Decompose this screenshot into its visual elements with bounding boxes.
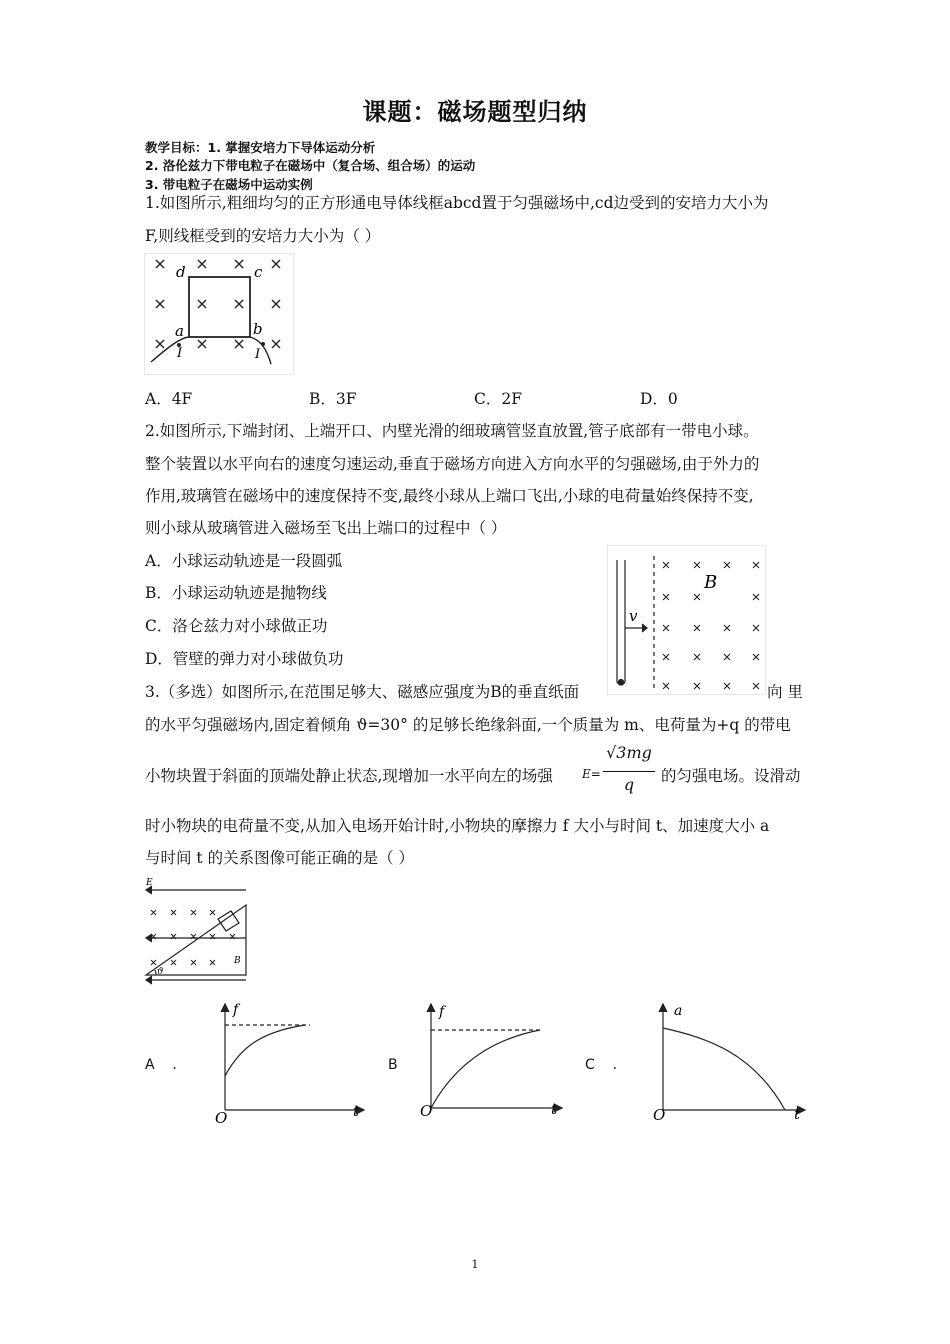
graph-a-x-label: t: [353, 1102, 360, 1120]
q3-option-c-letter[interactable]: C .: [585, 1057, 618, 1073]
label-v: v: [629, 607, 638, 625]
q2-line-3: 作用,玻璃管在磁场中的速度保持不变,最终小球从上端口飞出,小球的电荷量始终保持不变,: [145, 487, 754, 505]
q2-option-a[interactable]: A．小球运动轨迹是一段圆弧: [145, 552, 343, 570]
q2-option-d[interactable]: D．管壁的弹力对小球做负功: [145, 650, 344, 668]
q3-line-3b: 的匀强电场。设滑动: [661, 767, 801, 785]
q3-field-e: E=: [582, 767, 601, 781]
q3-line-3a: 小物块置于斜面的顶端处静止状态,现增加一水平向左的场强: [145, 767, 553, 785]
q3-graph-c[interactable]: [643, 998, 813, 1130]
page-number: 1: [471, 1258, 479, 1271]
q1-option-b[interactable]: B．3F: [309, 390, 357, 408]
q2-option-b[interactable]: B．小球运动轨迹是抛物线: [145, 584, 327, 602]
label-a: a: [175, 322, 184, 340]
label-B-field: B: [234, 956, 241, 966]
q3-graph-b[interactable]: [408, 998, 568, 1130]
q1-figure: [144, 253, 294, 375]
q3-incline-figure: [144, 875, 248, 987]
graph-b-y-label: f: [439, 1004, 445, 1020]
label-B: B: [704, 572, 718, 593]
q1-option-a[interactable]: A．4F: [145, 390, 193, 408]
q2-line-1: 2.如图所示,下端封闭、上端开口、内壁光滑的细玻璃管竖直放置,管子底部有一带电小球。: [145, 422, 759, 440]
label-c: c: [254, 263, 263, 281]
label-d: d: [176, 263, 186, 281]
q1-option-c[interactable]: C．2F: [474, 390, 522, 408]
graph-a-y-label: f: [233, 1002, 239, 1018]
q3-frac-bar: [603, 771, 655, 772]
graph-c-y-label: a: [674, 1003, 683, 1019]
objective-1: 教学目标：1. 掌握安培力下导体运动分析: [145, 140, 376, 155]
objective-2: 2. 洛伦兹力下带电粒子在磁场中（复合场、组合场）的运动: [145, 158, 476, 173]
q2-figure: [607, 545, 766, 695]
label-b: b: [253, 320, 263, 338]
q3-graph-a[interactable]: [200, 998, 370, 1130]
q3-option-b-letter[interactable]: B: [388, 1057, 398, 1073]
q2-line-4: 则小球从玻璃管进入磁场至飞出上端口的过程中（ ）: [145, 519, 507, 537]
graph-c-x-label: t: [794, 1105, 801, 1123]
graph-a-origin: O: [215, 1109, 228, 1126]
q3-line-5: 与时间 t 的关系图像可能正确的是（ ）: [145, 849, 415, 867]
objective-3: 3. 带电粒子在磁场中运动实例: [145, 177, 313, 192]
graph-b-x-label: t: [551, 1100, 558, 1118]
q3-line-1a: 3.（多选）如图所示,在范围足够大、磁感应强度为B的垂直纸面: [145, 683, 580, 701]
graph-b-origin: O: [420, 1102, 433, 1120]
page-title: 课题：磁场题型归纳: [362, 97, 588, 126]
q2-line-2: 整个装置以水平向右的速度匀速运动,垂直于磁场方向进入方向水平的匀强磁场,由于外力的: [145, 455, 760, 473]
q3-option-a-letter[interactable]: A .: [145, 1057, 177, 1073]
q1-option-d[interactable]: D．0: [640, 390, 678, 408]
label-E: E: [146, 878, 153, 888]
label-current-2: I: [255, 347, 261, 362]
q3-frac-denominator: q: [623, 775, 635, 794]
q3-line-4: 时小物块的电荷量不变,从加入电场开始计时,小物块的摩擦力 f 大小与时间 t、加速度大小 a: [145, 817, 770, 835]
q2-option-c[interactable]: C．洛仑兹力对小球做正功: [145, 617, 328, 635]
label-current-1: I: [177, 346, 183, 361]
q3-line-2: 的水平匀强磁场内,固定着倾角 ϑ=30° 的足够长绝缘斜面,一个质量为 m、电荷量为+q 的带电: [145, 716, 791, 734]
q1-line-1: 1.如图所示,粗细均匀的正方形通电导体线框abcd置于匀强磁场中,cd边受到的安培力大小为: [145, 194, 769, 212]
q3-line-1b: 向 里: [767, 683, 803, 701]
q1-line-2: F,则线框受到的安培力大小为（ ）: [145, 227, 381, 245]
q3-frac-numerator: √3mg: [606, 743, 652, 762]
label-theta: ϑ: [157, 967, 164, 977]
graph-c-origin: O: [653, 1106, 666, 1124]
